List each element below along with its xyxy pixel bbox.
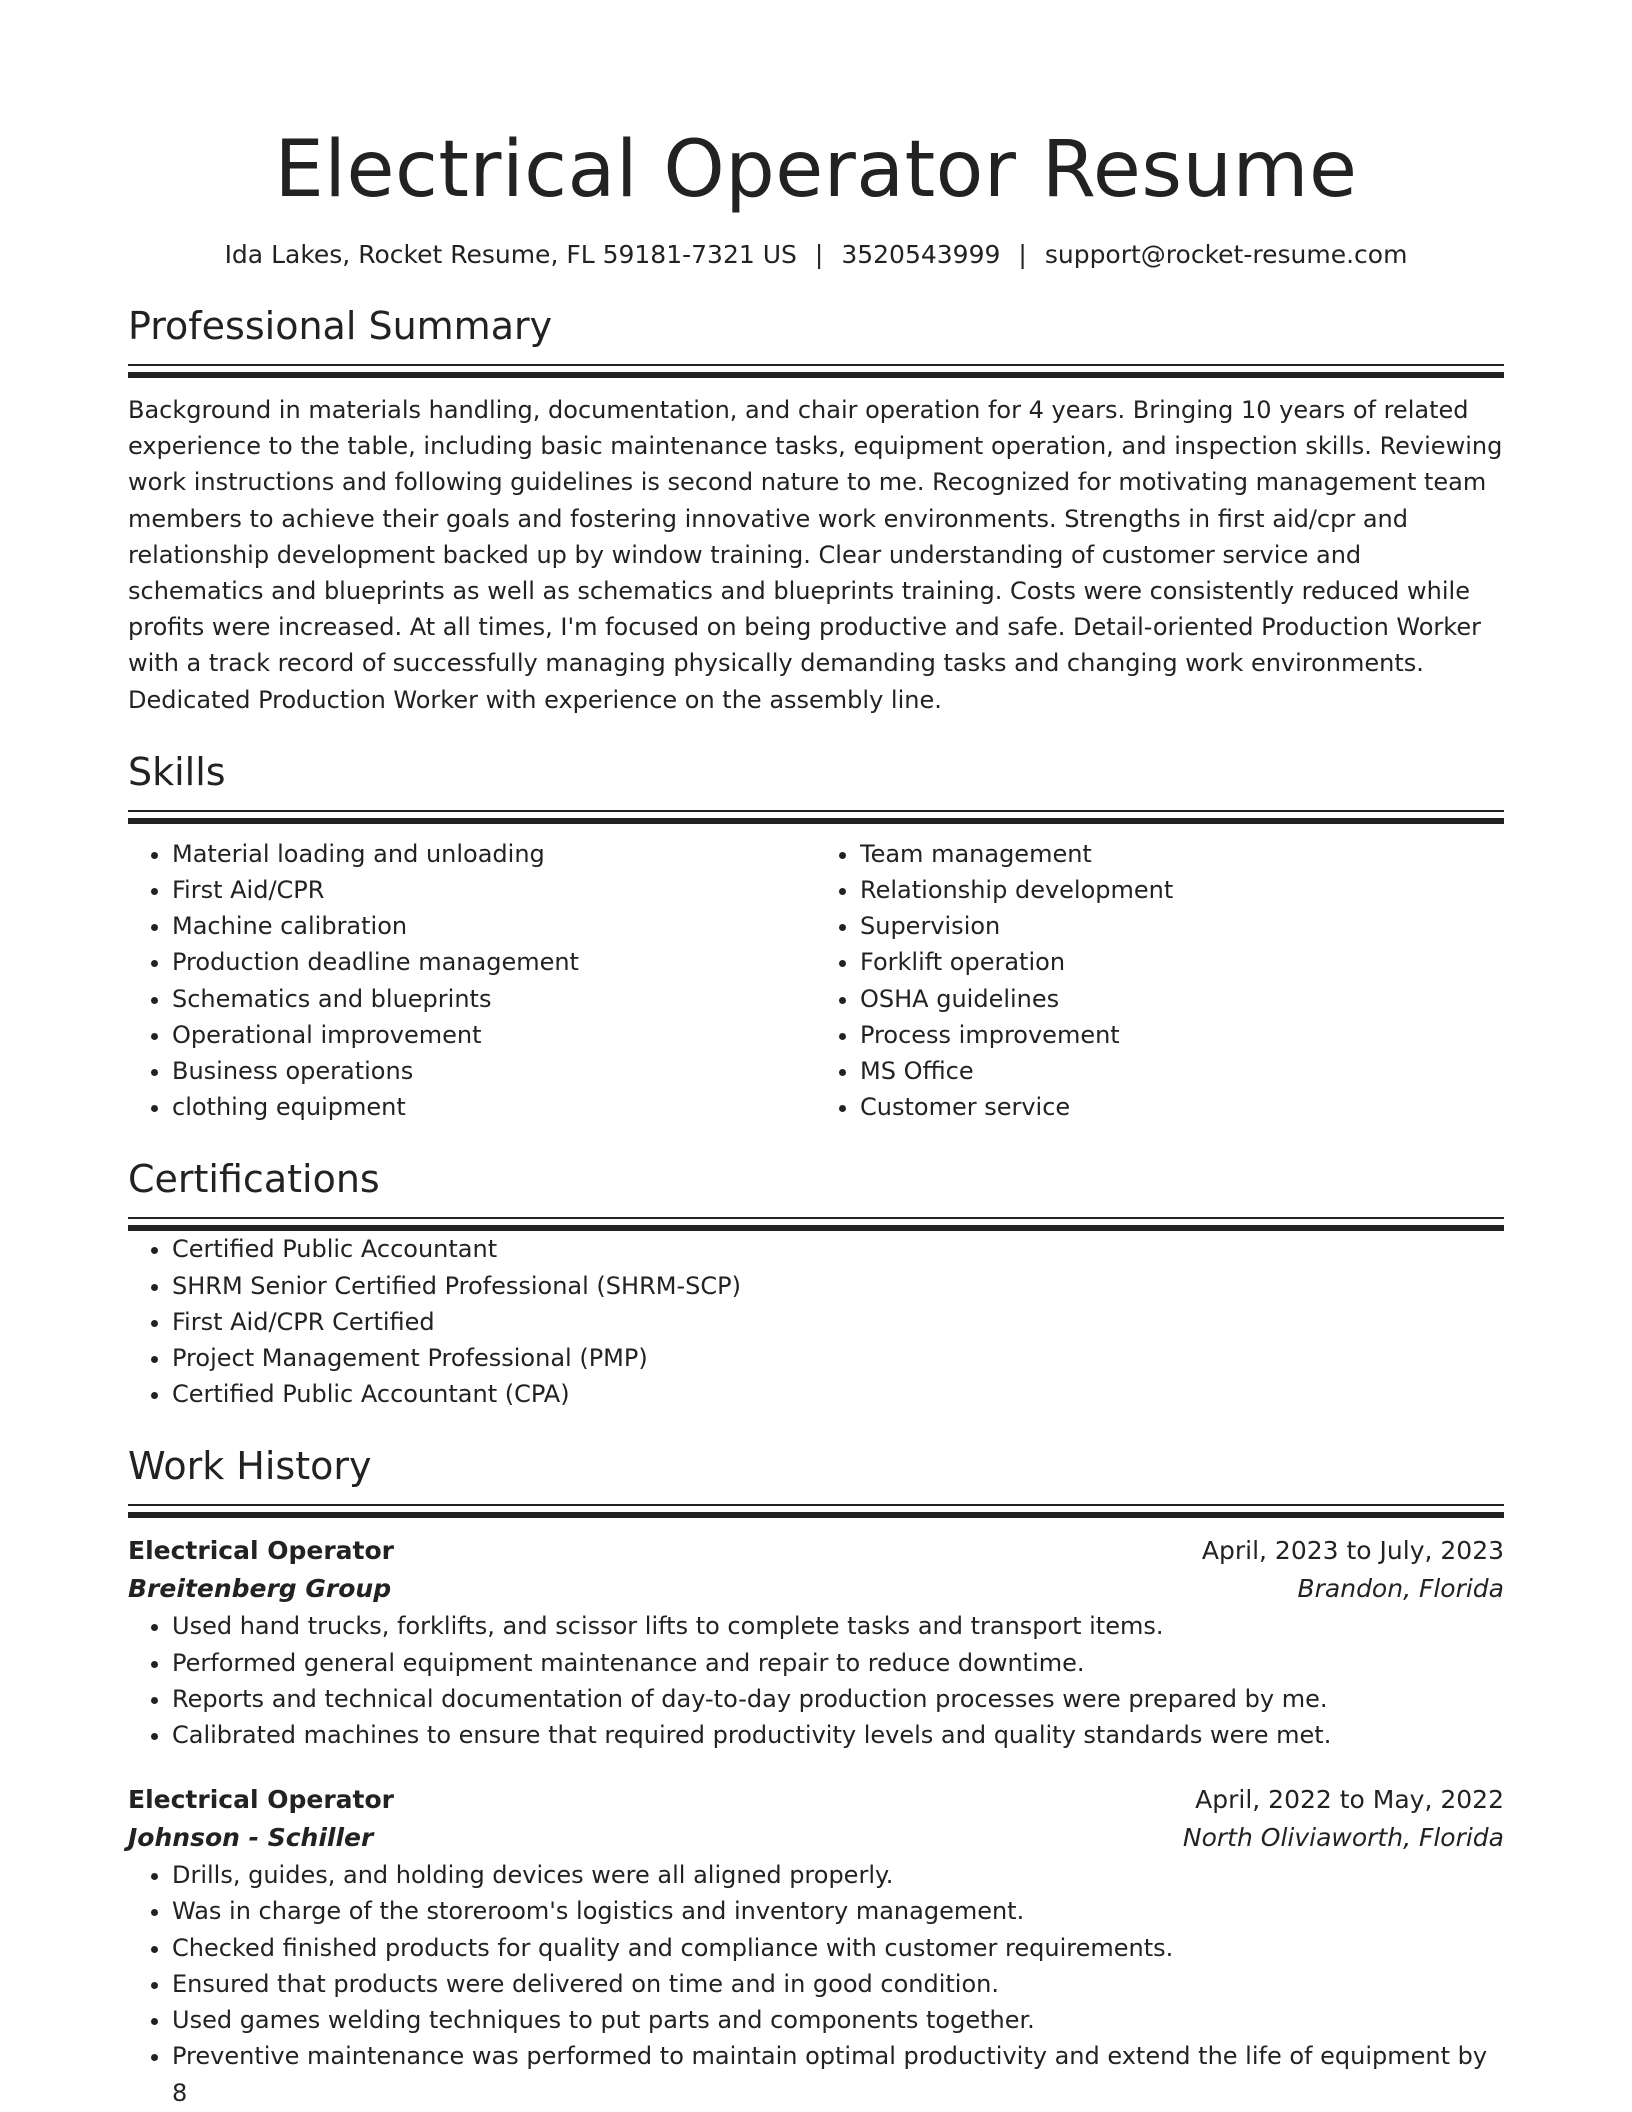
- contact-address: Ida Lakes, Rocket Resume, FL 59181-7321 US: [224, 240, 797, 269]
- job-company: Breitenberg Group: [128, 1574, 392, 1604]
- job-header-row: [128, 1532, 1504, 1570]
- job-dates: April, 2022 to May, 2022: [1195, 1785, 1504, 1815]
- job-duty-item: • Preventive maintenance was performed to maintain optimal productivity and extend the life of equipment by 8: [172, 2038, 1504, 2110]
- job-duty-item: • Reports and technical documentation of day-to-day production processes were prepared by me.: [172, 1681, 1504, 1717]
- certifications-section: [128, 1155, 1504, 1412]
- job-duty-item: • Performed general equipment maintenance and repair to reduce downtime.: [172, 1645, 1504, 1681]
- skill-item: • Machine calibration: [172, 908, 816, 944]
- skill-item: • First Aid/CPR: [172, 872, 816, 908]
- skill-item: • Schematics and blueprints: [172, 981, 816, 1017]
- job-company: Johnson - Schiller: [128, 1823, 374, 1853]
- contact-separator: |: [1018, 240, 1027, 269]
- certifications-heading: Certifications: [128, 1157, 380, 1202]
- certification-item: • First Aid/CPR Certified: [172, 1304, 1504, 1340]
- skill-item: • Material loading and unloading: [172, 836, 816, 872]
- certification-item: • SHRM Senior Certified Professional (SHRM-SCP): [172, 1268, 1504, 1304]
- section-divider: [128, 810, 1504, 824]
- certification-item: • Certified Public Accountant: [172, 1231, 1504, 1267]
- summary-section: [128, 302, 1504, 718]
- skill-item: • Customer service: [860, 1089, 1504, 1125]
- skills-section: [128, 748, 1504, 1126]
- skill-item: • MS Office: [860, 1053, 1504, 1089]
- certification-item: • Certified Public Accountant (CPA): [172, 1376, 1504, 1412]
- skill-item: • Business operations: [172, 1053, 816, 1089]
- job-title: Electrical Operator: [128, 1785, 394, 1815]
- section-divider: [128, 1217, 1504, 1231]
- resume-title: Electrical Operator Resume: [274, 125, 1358, 215]
- section-divider: [128, 364, 1504, 378]
- job-company-row: [128, 1570, 1504, 1608]
- job-dates: April, 2023 to July, 2023: [1201, 1536, 1504, 1566]
- skills-list-right: [816, 836, 1504, 1126]
- skill-item: • Operational improvement: [172, 1017, 816, 1053]
- job-duty-item: • Checked finished products for quality and compliance with customer requirements.: [172, 1930, 1504, 1966]
- job-duty-item: • Calibrated machines to ensure that required productivity levels and quality standards were met.: [172, 1717, 1504, 1753]
- job-header-row: [128, 1781, 1504, 1819]
- skill-item: • Forklift operation: [860, 944, 1504, 980]
- contact-phone: 3520543999: [841, 240, 1001, 269]
- contact-email: support@rocket-resume.com: [1044, 240, 1408, 269]
- summary-text: Background in materials handling, documentation, and chair operation for 4 years. Bringing 10 years of related experience to the table, including basic maintenance tasks, equipment operation, and inspection skills. Reviewing work instructions and following guidelines is second nature to me. Recognized for motivating management team members to achieve their goals and fostering innovative work environments. Strengths in first aid/cpr and relationship development backed up by window training. Clear understanding of customer service and schematics and blueprints as well as schematics and blueprints training. Costs were consistently reduced while profits were increased. At all times, I'm focused on being productive and safe. Detail-oriented Production Worker with a track record of successfully managing physically demanding tasks and changing work environments. Dedicated Production Worker with experience on the assembly line.: [128, 396, 1503, 714]
- job-duty-item: • Used games welding techniques to put parts and components together.: [172, 2002, 1504, 2038]
- job-title: Electrical Operator: [128, 1536, 394, 1566]
- job-company-row: [128, 1819, 1504, 1857]
- job-duty-item: • Was in charge of the storeroom's logistics and inventory management.: [172, 1893, 1504, 1929]
- job-duty-item: • Ensured that products were delivered on time and in good condition.: [172, 1966, 1504, 2002]
- skills-columns: [128, 836, 1504, 1126]
- job-duty-item: • Drills, guides, and holding devices were all aligned properly.: [172, 1857, 1504, 1893]
- certification-item: • Project Management Professional (PMP): [172, 1340, 1504, 1376]
- skill-item: • Relationship development: [860, 872, 1504, 908]
- skills-heading: Skills: [128, 749, 226, 794]
- skill-item: • Supervision: [860, 908, 1504, 944]
- section-divider: [128, 1504, 1504, 1518]
- skill-item: • Team management: [860, 836, 1504, 872]
- job-duty-item: • Used hand trucks, forklifts, and scissor lifts to complete tasks and transport items.: [172, 1608, 1504, 1644]
- summary-heading: Professional Summary: [128, 304, 553, 348]
- job-duties-list: [128, 1608, 1504, 1753]
- job-duties-list: [128, 1857, 1504, 2110]
- skill-item: • OSHA guidelines: [860, 981, 1504, 1017]
- contact-line: [128, 238, 1504, 272]
- skills-list-left: [128, 836, 816, 1126]
- job-entry: [128, 1781, 1504, 2110]
- job-location: North Oliviaworth, Florida: [1182, 1823, 1504, 1853]
- contact-separator: |: [814, 240, 824, 269]
- work-history-section: [128, 1442, 1504, 2110]
- skill-item: • Production deadline management: [172, 944, 816, 980]
- skill-item: • Process improvement: [860, 1017, 1504, 1053]
- job-entry: [128, 1532, 1504, 1753]
- work-history-heading: Work History: [128, 1444, 372, 1489]
- job-location: Brandon, Florida: [1297, 1574, 1504, 1604]
- certifications-list: [128, 1231, 1504, 1412]
- skill-item: • clothing equipment: [172, 1089, 816, 1125]
